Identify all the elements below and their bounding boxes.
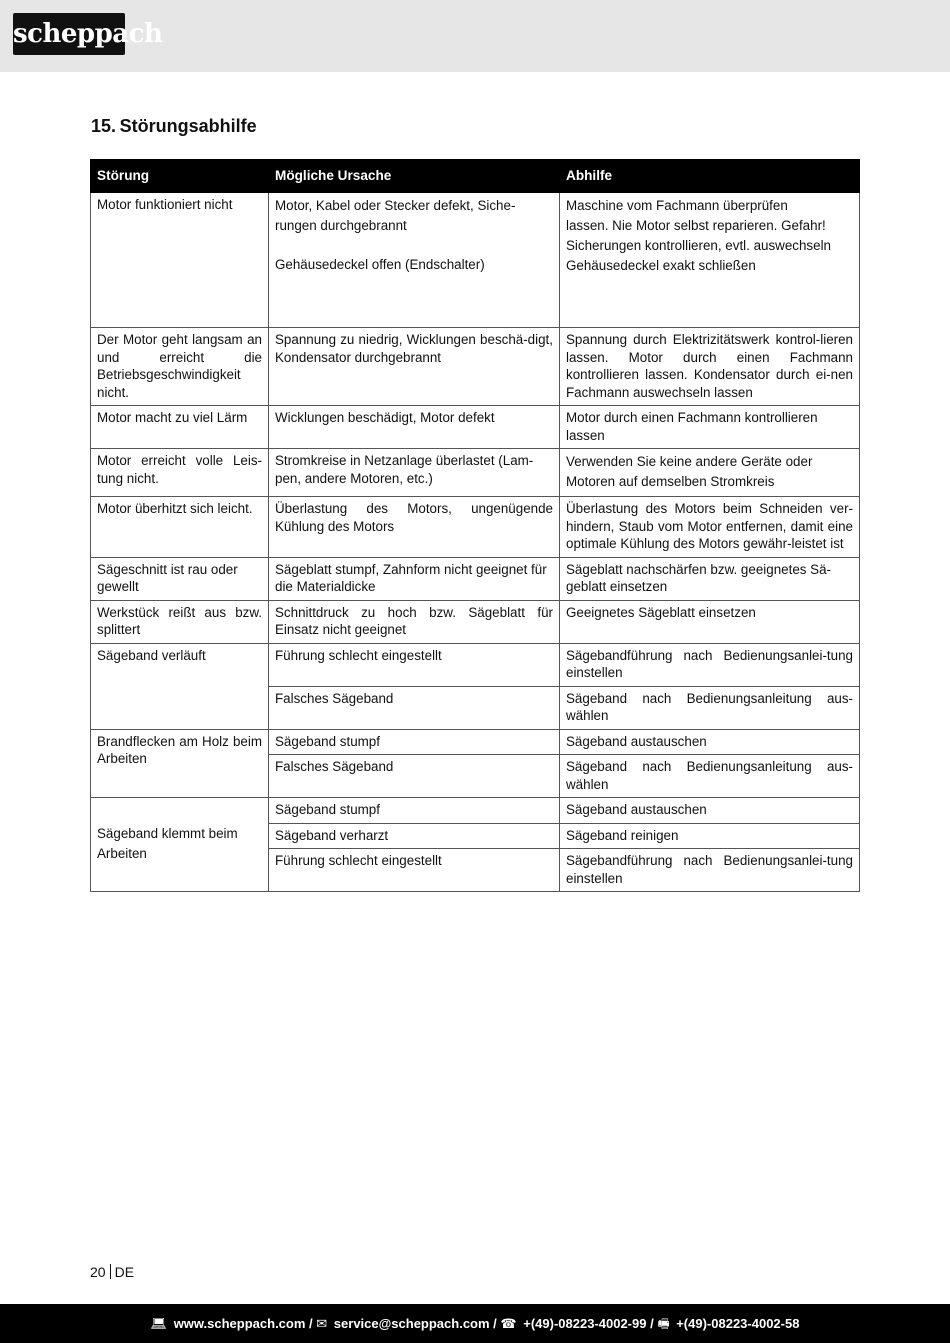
email-link[interactable]: service@scheppach.com /: [333, 1316, 497, 1331]
fax-number: +(49)-08223-4002-58: [676, 1316, 800, 1331]
cause-cell: Stromkreise in Netzanlage überlastet (Lam-pen, andere Motoren, etc.): [269, 449, 560, 497]
website-link[interactable]: www.scheppach.com /: [173, 1316, 313, 1331]
cause-cell: Spannung zu niedrig, Wicklungen beschä-digt, Kondensator durchgebrannt: [269, 328, 560, 406]
table-row: [91, 798, 860, 824]
cause-cell: Sägeband stumpf: [269, 798, 560, 824]
remedy-cell: Verwenden Sie keine andere Geräte oder Motoren auf demselben Stromkreis: [560, 449, 860, 497]
header-band: [0, 0, 950, 72]
fault-cell: Motor überhitzt sich leicht.: [91, 497, 269, 558]
fault-cell: Der Motor geht langsam an und erreicht die Betriebsgeschwindigkeit nicht.: [91, 328, 269, 406]
remedy-cell: Sägeband nach Bedienungsanleitung aus-wählen: [560, 686, 860, 729]
fault-cell: Motor funktioniert nicht: [91, 193, 269, 328]
cause-cell: Sägeblatt stumpf, Zahnform nicht geeignet für die Materialdicke: [269, 557, 560, 600]
footer-bar: [0, 1304, 950, 1343]
remedy-cell: Sägeband reinigen: [560, 823, 860, 849]
remedy-cell: Überlastung des Motors beim Schneiden ver-hindern, Staub vom Motor entfernen, damit eine optimale Kühlung des Motors gewähr-leistet ist: [560, 497, 860, 558]
remedy-cell: Motor durch einen Fachmann kontrollieren lassen: [560, 406, 860, 449]
cause-cell: Führung schlecht eingestellt: [269, 643, 560, 686]
cause-cell: Falsches Sägeband: [269, 755, 560, 798]
remedy-cell: Sägeband austauschen: [560, 729, 860, 755]
table-row: [91, 449, 860, 497]
mail-icon: ✉︎: [316, 1316, 328, 1331]
fault-cell: Werkstück reißt aus bzw. splittert: [91, 600, 269, 643]
cause-cell: Falsches Sägeband: [269, 686, 560, 729]
cause-cell: Überlastung des Motors, ungenügende Kühlung des Motors: [269, 497, 560, 558]
cause-cell: Schnittdruck zu hoch bzw. Sägeblatt für Einsatz nicht geeignet: [269, 600, 560, 643]
scheppach-logo: scheppach: [13, 13, 125, 55]
remedy-cell: Sägeband nach Bedienungsanleitung aus-wählen: [560, 755, 860, 798]
remedy-cell: Maschine vom Fachmann überprüfen lassen. Nie Motor selbst reparieren. Gefahr! Sicherungen kontrollieren, evtl. auswechseln Gehäusedeckel exakt schließen: [560, 193, 860, 328]
table-row: [91, 600, 860, 643]
remedy-cell: Spannung durch Elektrizitätswerk kontrol-lieren lassen. Motor durch einen Fachmann kontrollieren lassen. Kondensator durch ei-nen Fachmann auswechseln lassen: [560, 328, 860, 406]
section-title: 15. Störungsabhilfe: [91, 116, 257, 136]
remedy-cell: Sägeband austauschen: [560, 798, 860, 824]
table-header-row: [91, 160, 860, 193]
fault-cell: Sägeband verläuft: [91, 643, 269, 729]
table-row: [91, 406, 860, 449]
remedy-cell: Sägebandführung nach Bedienungsanlei-tung einstellen: [560, 643, 860, 686]
column-header-abhilfe: Abhilfe: [560, 160, 860, 193]
cause-cell: Sägeband verharzt: [269, 823, 560, 849]
fax-icon: 🖷︎: [657, 1316, 670, 1331]
cause-cell: Wicklungen beschädigt, Motor defekt: [269, 406, 560, 449]
cause-cell: Führung schlecht eingestellt: [269, 849, 560, 892]
table-row: [91, 643, 860, 686]
fault-cell: Sägeschnitt ist rau oder gewellt: [91, 557, 269, 600]
table-row: [91, 729, 860, 755]
column-header-stoerung: Störung: [91, 160, 269, 193]
remedy-cell: Geeignetes Sägeblatt einsetzen: [560, 600, 860, 643]
page-number: 20 DE: [90, 1264, 135, 1280]
fault-cell: Motor macht zu viel Lärm: [91, 406, 269, 449]
phone-icon: ☎︎: [500, 1316, 517, 1331]
column-header-ursache: Mögliche Ursache: [269, 160, 560, 193]
cause-cell: Motor, Kabel oder Stecker defekt, Siche- rungen durchgebrannt Gehäusedeckel offen (Endschalter): [269, 193, 560, 328]
remedy-cell: Sägebandführung nach Bedienungsanlei-tung einstellen: [560, 849, 860, 892]
fault-cell: Motor erreicht volle Leis-tung nicht.: [91, 449, 269, 497]
table-row: [91, 328, 860, 406]
table-row: [91, 193, 860, 328]
table-row: [91, 557, 860, 600]
table-row: [91, 497, 860, 558]
computer-icon: 💻︎: [150, 1316, 168, 1331]
remedy-cell: Sägeblatt nachschärfen bzw. geeignetes Sä-geblatt einsetzen: [560, 557, 860, 600]
fault-cell: Sägeband klemmt beim Arbeiten: [91, 798, 269, 892]
troubleshooting-table: [90, 159, 860, 892]
phone-number: +(49)-08223-4002-99 /: [523, 1316, 654, 1331]
cause-cell: Sägeband stumpf: [269, 729, 560, 755]
fault-cell: Brandflecken am Holz beim Arbeiten: [91, 729, 269, 798]
